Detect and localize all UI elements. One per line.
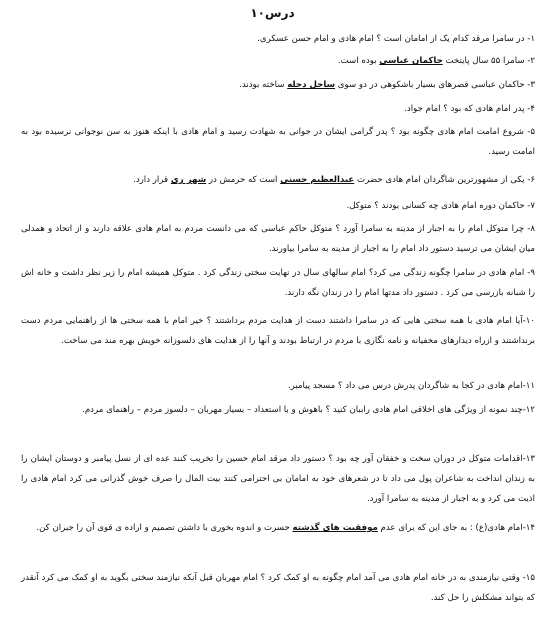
qa-text: ۱۲-چند نمونه از ویژگی های اخلاقی امام هادی راببان کنید ؟ باهوش و با استعداد – بسیار مهربان – دلسوز مردم – راهنمای مردم.	[82, 405, 535, 415]
qa-text: بوده است.	[337, 56, 380, 66]
qa-text: ۲- سامرا ۵۵ سال پایتخت	[442, 56, 535, 66]
qa-text: ۱- در سامرا مرقد کدام یک از امامان است ؟ امام هادی و امام حسن عسکری.	[257, 34, 535, 44]
qa-item-3	[21, 75, 535, 95]
qa-text: ۱۰-آیا امام هادی با همه سختی هایی که در سامرا داشتند دست از هدایت مردم برداشتند ؟ خیر امام با همه سختی ها از راهنمایی مردم دست برنداشتند و ازراه دیدارهای مخفیانه و نامه نگاری با مردم در ارتباط بودند و آنها را از هدایت های دلسوزانه خویش بهره مند می ساخت.	[21, 316, 535, 346]
highlight: ساحل دجله	[287, 80, 336, 90]
qa-text: حسرت و اندوه بخوری با داشتن تصمیم و اراده ی قوی آن را جبران کن.	[36, 523, 293, 533]
qa-item-15	[21, 568, 535, 608]
qa-item-12	[21, 400, 535, 420]
highlight: شهر ری	[170, 175, 207, 185]
qa-text: ۱۳-اقدامات متوکل در دوران سخت و خفقان آور چه بود ؟ دستور داد مرقد امام حسین را تخریب کنند عده ای از نسل پیامبر و دوستان ایشان را به زندان انداخت به شاعران پول می داد تا در شعرهای خود به امامان بی احترامی کنند بیت المال را صرف خوش گذرانی می کرد امام هادی را اذیت می کرد و به اجبار از مدینه به سامرا آورد.	[21, 454, 535, 504]
qa-item-13	[21, 449, 535, 509]
qa-item-11	[21, 376, 535, 396]
qa-item-7	[21, 196, 535, 216]
qa-text: ۱۴-امام هادی(ع) : به جای این که برای عدم	[377, 523, 535, 533]
qa-text: ۴- پدر امام هادی که بود ؟ امام جواد.	[404, 104, 535, 114]
qa-item-4	[21, 99, 535, 119]
qa-text: ۱۱-امام هادی در کجا به شاگردان پدرش درس می داد ؟ مسجد پیامبر.	[287, 381, 535, 391]
qa-text: ۶- یکی از مشهورترین شاگردان امام هادی حضرت	[354, 175, 535, 185]
qa-item-6	[21, 170, 535, 190]
qa-item-5	[21, 122, 535, 162]
qa-text: ساخته بودند.	[239, 80, 288, 90]
highlight: عبدالعظیم حسنی	[280, 175, 355, 185]
qa-text: ۳- حاکمان عباسی قصرهای بسیار باشکوهی در دو سوی	[335, 80, 535, 90]
qa-item-2	[21, 51, 535, 71]
highlight: حاکمان عباسی	[379, 56, 443, 66]
qa-item-10	[21, 311, 535, 351]
qa-text: ۹- امام هادی در سامرا چگونه زندگی می کرد؟ امام سالهای سال در نهایت سختی زندگی کرد . متوکل همیشه امام را زیر نظر داشت و خانه اش را شبانه بازرسی می کرد . دستور داد مدتها امام را در زندان نگه دارند.	[21, 268, 535, 298]
page-title: درس۱۰	[250, 6, 295, 20]
qa-item-1	[21, 29, 535, 49]
qa-item-8	[21, 219, 535, 259]
qa-item-14	[21, 518, 535, 538]
qa-text: ۸- چرا متوکل امام را به اجبار از مدینه به سامرا آورد ؟ متوکل حاکم عباسی که می دانست مردم به امام هادی علاقه دارند و از اتحاد و همدلی میان ایشان می ترسید دستور داد امام را به اجبار از مدینه به سامرا بیاورند.	[21, 224, 535, 254]
qa-text: ۷- حاکمان دوره امام هادی چه کسانی بودند ؟ متوکل.	[346, 201, 535, 211]
qa-item-9	[21, 263, 535, 303]
qa-text: ۱۵- وقتی نیازمندی به در خانه امام هادی می آمد امام چگونه به او کمک کرد ؟ امام مهربان قبل آنکه نیازمند سختی بگوید به او کمک می کرد آنقدر که بتواند مشکلش را حل کند.	[21, 573, 535, 603]
qa-text: ۵- شروع امامت امام هادی چگونه بود ؟ پدر گرامی ایشان در جوانی به شهادت رسید و امام هادی با اینکه هنوز به سن نوجوانی نرسیده بود به امامت رسید.	[21, 127, 535, 157]
highlight: موفقیت های گذشته	[292, 523, 378, 533]
qa-text: قرار دارد.	[133, 175, 171, 185]
qa-text: است که حرمش در	[206, 175, 281, 185]
